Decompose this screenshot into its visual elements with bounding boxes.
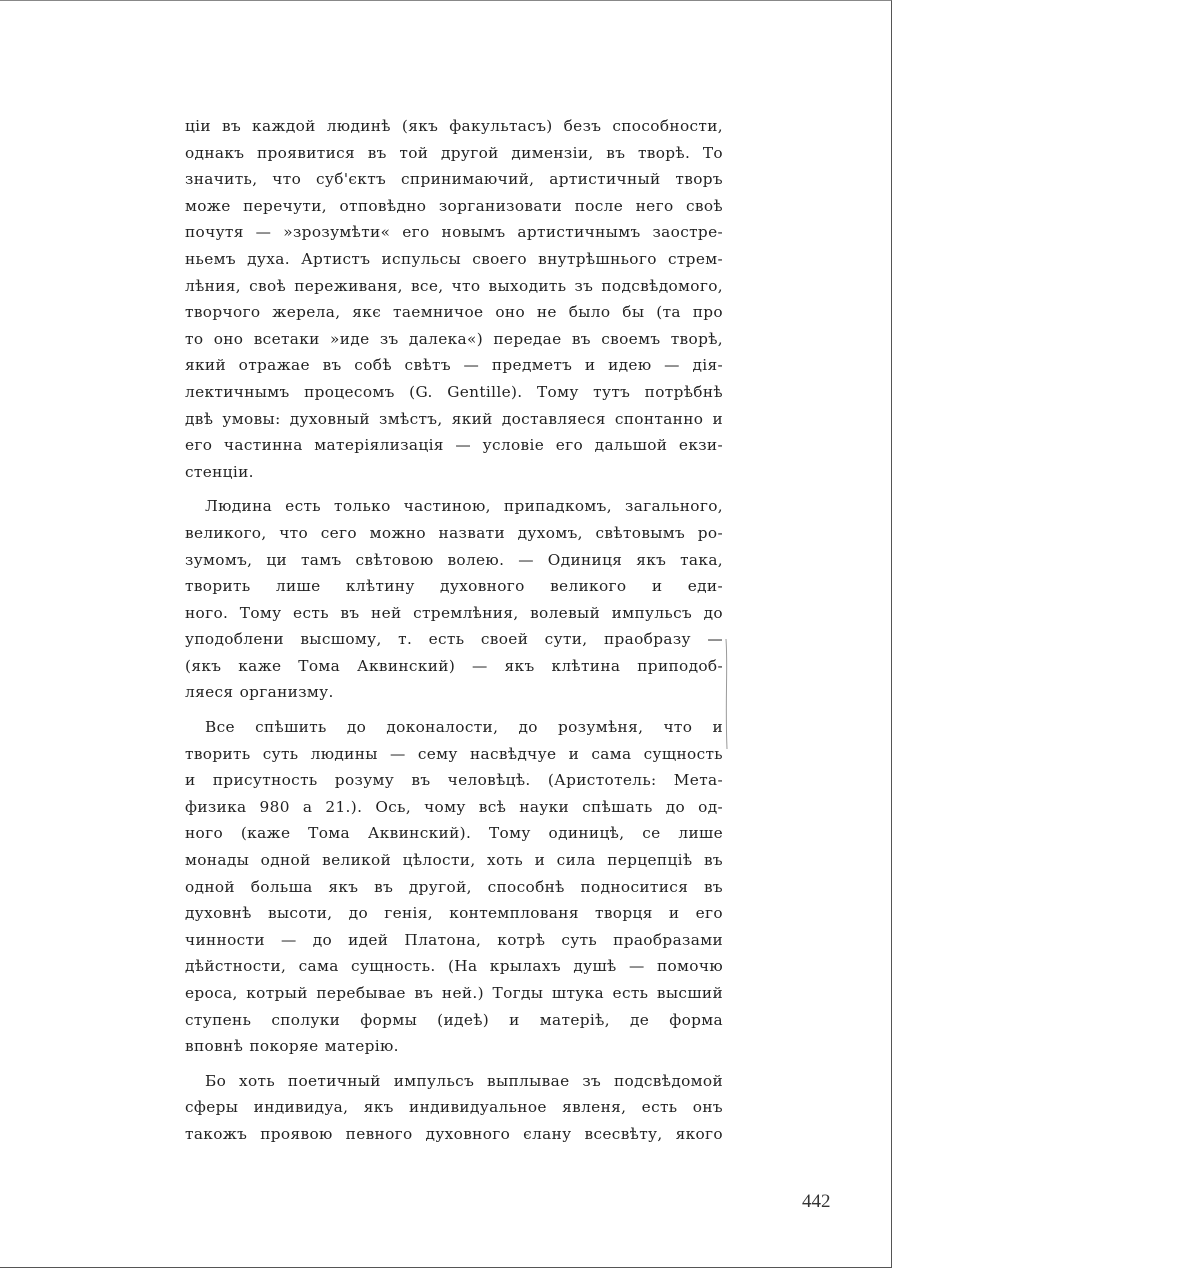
text-line: значить, что суб'єктъ спринимаючий, артистичный творъ bbox=[185, 170, 723, 189]
text-line: ного. Тому есть въ ней стремлѣния, волевый импульсъ до bbox=[185, 603, 723, 622]
paragraph-first-line: Людина есть только частиною, припадкомъ, загального, bbox=[205, 497, 723, 516]
text-line: вповнѣ покоряе матерію. bbox=[185, 1037, 399, 1056]
text-line: ного (каже Тома Аквинский). Тому одиницѣ, се лише bbox=[185, 824, 723, 843]
text-line: великого, что сего можно назвати духомъ, свѣтовымъ ро- bbox=[185, 523, 723, 542]
text-line: лектичнымъ процесомъ (G. Gentille). Тому тутъ потрѣбнѣ bbox=[185, 382, 723, 401]
text-line: ляеся организму. bbox=[185, 683, 334, 702]
text-line: физика 980 а 21.). Ось, чому всѣ науки спѣшать до од- bbox=[185, 797, 723, 816]
text-line: ньемъ духа. Артистъ испульсы своего внутрѣшнього стрем- bbox=[185, 249, 723, 268]
text-line: его частинна матеріялизація — условіе его дальшой екзи- bbox=[185, 436, 723, 455]
page-number: 442 bbox=[802, 1191, 831, 1212]
text-line: творчого жерела, якє таемничое оно не было бы (та про bbox=[185, 303, 723, 322]
text-line: творить лише клѣтину духовного великого и еди- bbox=[185, 577, 723, 596]
text-line: почутя — »зрозумѣти« его новымъ артистичнымъ заостре- bbox=[185, 223, 723, 242]
page-body-text bbox=[185, 113, 723, 1148]
text-line: и присутность розуму въ человѣцѣ. (Аристотель: Мета- bbox=[185, 771, 723, 790]
text-line: зумомъ, ци тамъ свѣтовою волею. — Одиниця якъ така, bbox=[185, 550, 723, 569]
text-line: дѣйстности, сама сущность. (На крылахъ душѣ — помочю bbox=[185, 957, 723, 976]
text-line: лѣния, своѣ переживаня, все, что выходить зъ подсвѣдомого, bbox=[185, 276, 723, 295]
text-line: такожъ проявою певного духовного єлану всесвѣту, якого bbox=[185, 1124, 723, 1143]
text-line: творить суть людины — сему насвѣдчуе и сама сущность bbox=[185, 744, 723, 763]
text-line: ероса, котрый перебывае въ ней.) Тогды штука есть высший bbox=[185, 984, 723, 1002]
text-line: монады одной великой цѣлости, хоть и сила перцепціѣ въ bbox=[185, 851, 723, 870]
text-line: чинности — до идей Платона, котрѣ суть праобразами bbox=[185, 930, 723, 949]
text-line: сферы индивидуа, якъ индивидуальное явленя, есть онъ bbox=[185, 1098, 723, 1117]
text-line: стенціи. bbox=[185, 462, 254, 481]
text-line: то оно всетаки »иде зъ далека«) передае въ своемъ творѣ, bbox=[185, 329, 723, 348]
text-line: однакъ проявитися въ той другой димензіи, въ творѣ. То bbox=[185, 143, 723, 162]
text-line: одной больша якъ въ другой, способнѣ подноситися въ bbox=[185, 877, 723, 896]
paragraph-first-line: Бо хоть поетичный импульсъ выплывае зъ подсвѣдомой bbox=[205, 1071, 723, 1090]
text-line: який отражае въ собѣ свѣтъ — предметъ и идею — дія- bbox=[185, 356, 723, 375]
text-line: (якъ каже Тома Аквинский) — якъ клѣтина приподоб- bbox=[185, 656, 723, 675]
text-line: уподоблени высшому, т. есть своей сути, праобразу — bbox=[185, 630, 723, 649]
text-line: ступень сполуки формы (идеѣ) и матеріѣ, де форма bbox=[185, 1010, 723, 1029]
paragraph-first-line: Все спѣшить до доконалости, до розумѣня, что и bbox=[205, 718, 723, 737]
text-line: духовнѣ высоти, до генія, контемплованя творця и его bbox=[185, 904, 723, 923]
text-line: ціи въ каждой людинѣ (якъ факультасъ) безъ способности, bbox=[185, 117, 723, 135]
text-line: двѣ умовы: духовный змѣстъ, який доставляеся спонтанно и bbox=[185, 409, 723, 428]
text-line: може перечути, отповѣдно зорганизовати после него своѣ bbox=[185, 196, 723, 215]
scan-artifact-line bbox=[724, 639, 730, 749]
